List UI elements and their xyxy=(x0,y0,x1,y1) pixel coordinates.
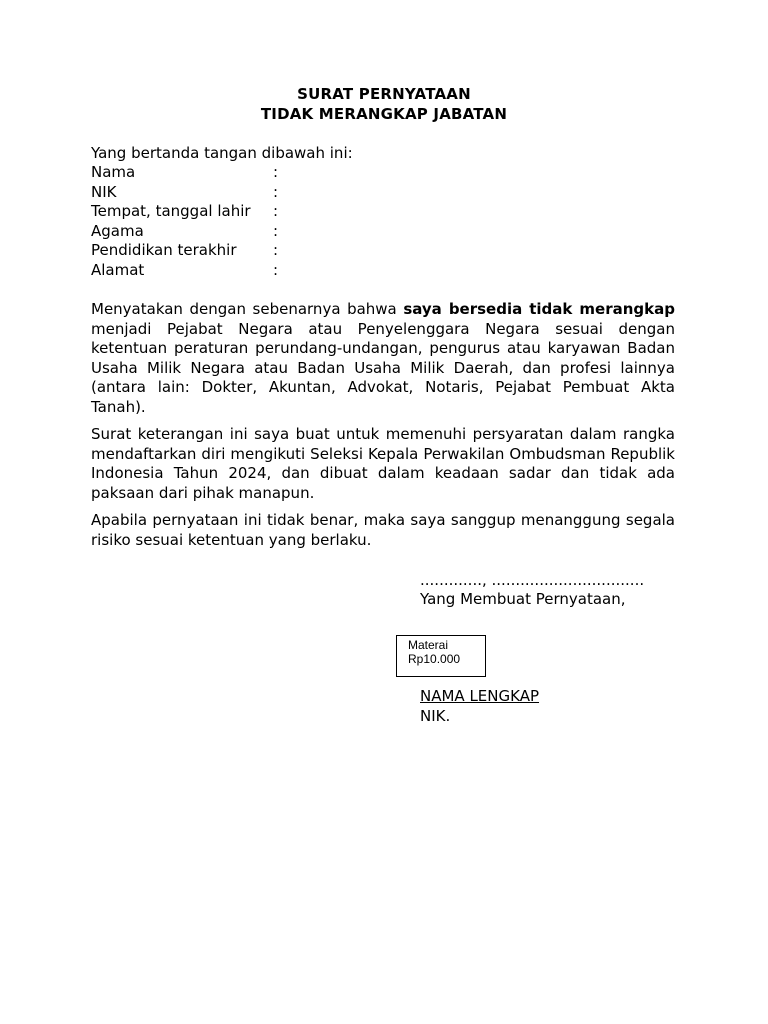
field-label-pendidikan-terakhir: Pendidikan terakhir xyxy=(91,241,237,260)
place-date-line: ............., ................................ xyxy=(420,571,645,589)
field-label-nik: NIK xyxy=(91,182,117,201)
field-colon: : xyxy=(273,202,279,221)
statement-lead: Menyatakan dengan sebenarnya bahwa xyxy=(91,300,404,318)
stamp-label: Materai xyxy=(408,638,449,652)
signatory-name: NAMA LENGKAP xyxy=(420,687,540,705)
field-label-agama: Agama xyxy=(91,221,144,240)
field-colon: : xyxy=(273,221,279,240)
signatory-caption: Yang Membuat Pernyataan, xyxy=(420,590,626,608)
field-colon: : xyxy=(273,163,279,181)
statement-rest: menjadi Pejabat Negara atau Penyelenggara Negara sesuai dengan ketentuan peraturan perundang-undangan, pengurus atau karyawan Badan Usaha Milik Negara atau Badan Usaha Milik Daerah, dan profesi lainnya (antara lain: Dokter, Akuntan, Advokat, Notaris, Pejabat Pembuat Akta Tanah). xyxy=(91,319,675,416)
statement-paragraph xyxy=(91,300,675,418)
document-subtitle: TIDAK MERANGKAP JABATAN xyxy=(260,105,508,123)
stamp-value: Rp10.000 xyxy=(408,652,461,666)
field-label-tempat-tanggal-lahir: Tempat, tanggal lahir xyxy=(91,202,251,221)
field-colon: : xyxy=(273,182,279,201)
field-colon: : xyxy=(273,241,279,260)
field-label-alamat: Alamat xyxy=(91,260,145,279)
intro-text: Yang bertanda tangan dibawah ini: xyxy=(91,144,353,162)
statement-emphasis: saya bersedia tidak merangkap xyxy=(403,300,675,318)
stamp-duty-box xyxy=(396,635,486,677)
signatory-nik: NIK. xyxy=(420,707,451,725)
document-title: SURAT PERNYATAAN xyxy=(297,85,471,103)
purpose-paragraph: Surat keterangan ini saya buat untuk memenuhi persyaratan dalam rangka mendaftarkan diri mengikuti Seleksi Kepala Perwakilan Ombudsman Republik Indonesia Tahun 2024, dan dibuat dalam keadaan sadar dan tidak ada paksaan dari pihak manapun. xyxy=(91,425,675,502)
field-colon: : xyxy=(273,260,279,279)
liability-paragraph: Apabila pernyataan ini tidak benar, maka saya sanggup menanggung segala risiko sesuai ketentuan yang berlaku. xyxy=(91,511,675,549)
field-label-nama: Nama xyxy=(91,163,136,181)
